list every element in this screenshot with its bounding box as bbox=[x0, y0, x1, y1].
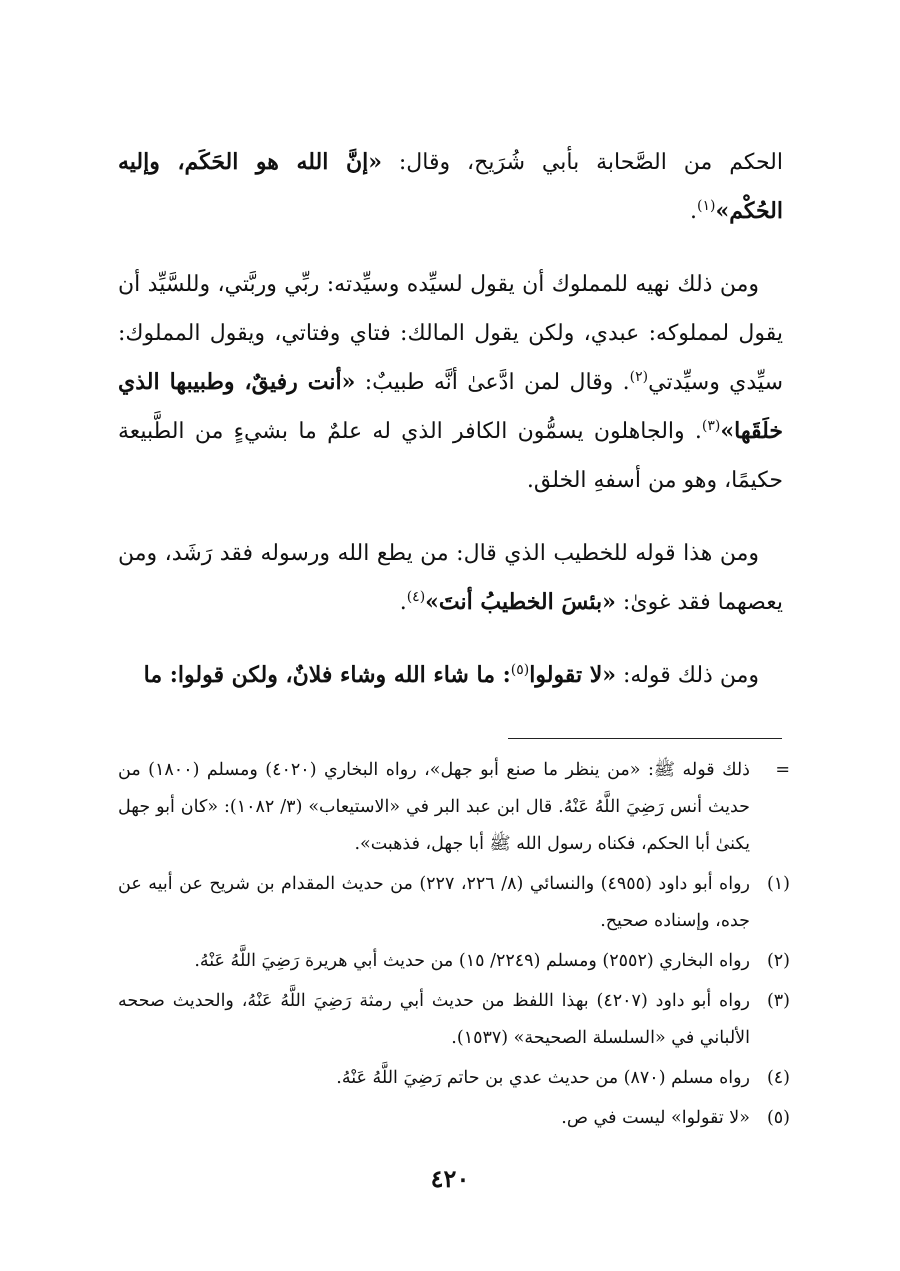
footnote-text: رواه مسلم (٨٧٠) من حديث عدي بن حاتم رَضِيَ اللَّهُ عَنْهُ. bbox=[336, 1068, 750, 1088]
footnote-marker: = bbox=[775, 760, 790, 780]
footnote-marker: (٥) bbox=[766, 1108, 790, 1128]
p1-text: الحكم من الصَّحابة بأبي شُرَيح، وقال: bbox=[381, 150, 783, 175]
footnote-text: «لا تقولوا» ليست في ص. bbox=[561, 1108, 750, 1128]
p1-end: . bbox=[689, 199, 697, 224]
paragraph-2 bbox=[118, 260, 783, 505]
footnote-4 bbox=[118, 1060, 790, 1097]
footnote-marker: (١) bbox=[766, 874, 790, 894]
p2-text-a: ومن ذلك نهيه للمملوك أن يقول لسيِّده وسيِّدته: ربِّي وربَّتي، وللسَّيِّد أن يقول لمملوكه: عبدي، ولكن يقول المالك: فتاي وفتاتي، ويقول المملوك: سيِّدي وسيِّدتي bbox=[118, 272, 784, 395]
footnote-ref-4[interactable]: (٤) bbox=[406, 589, 426, 605]
footnote-text: رواه أبو داود (٤٩٥٥) والنسائي (٨/ ٢٢٦، ٢٢٧) من حديث المقدام بن شريح عن أبيه عن جده، وإسناده صحيح. bbox=[118, 874, 750, 931]
footnote-1 bbox=[118, 866, 790, 940]
footnote-ref-3[interactable]: (٣) bbox=[701, 418, 721, 434]
p2-text-b: . وقال لمن ادَّعىٰ أنَّه طبيبٌ: bbox=[355, 370, 630, 395]
p4-quote-b: : ما شاء الله وشاء فلانٌ، ولكن قولوا: ما bbox=[143, 662, 511, 688]
p4-quote-a: «لا تقولوا bbox=[529, 662, 617, 688]
footnote-5 bbox=[118, 1100, 790, 1137]
p1-quote: «إنَّ الله هو الحَكَم، وإليه الحُكْم» bbox=[118, 149, 783, 224]
footnote-text: ذلك قوله ﷺ: «من ينظر ما صنع أبو جهل»، رواه البخاري (٤٠٢٠) ومسلم (١٨٠٠) من حديث أنس رَضِيَ اللَّهُ عَنْهُ. قال ابن عبد البر في «الاستيعاب» (٣/ ١٠٨٢): «كان أبو جهل يكنىٰ أبا الحكم، فكناه رسول الله ﷺ أبا جهل، فذهبت». bbox=[118, 760, 750, 854]
p3-text: ومن هذا قوله للخطيب الذي قال: من يطع الله ورسوله فقد رَشَد، ومن يعصهما فقد غوىٰ: bbox=[118, 541, 783, 615]
footnote-marker: (٤) bbox=[766, 1068, 790, 1088]
footnote-marker: (٣) bbox=[766, 991, 790, 1011]
footnote-divider bbox=[508, 738, 782, 739]
paragraph-3 bbox=[118, 529, 783, 627]
footnote-ref-2[interactable]: (٢) bbox=[629, 369, 649, 385]
p3-quote: «بئسَ الخطيبُ أنتَ» bbox=[425, 589, 616, 615]
page-number: ٤٢٠ bbox=[430, 1164, 470, 1193]
main-text bbox=[118, 138, 783, 724]
p2-quote: «أنت رفيقٌ، وطبيبها الذي خلَقَها» bbox=[118, 369, 783, 444]
footnote-3 bbox=[118, 983, 790, 1057]
p2-text-d: . والجاهلون يسمُّون الكافر الذي له علمٌ ما بشيءٍ من الطَّبيعة حكيمًا، وهو من أسفهِ الخلق. bbox=[118, 419, 783, 493]
footnotes bbox=[118, 752, 790, 1140]
p4-text: ومن ذلك قوله: bbox=[616, 663, 759, 688]
footnote-2 bbox=[118, 943, 790, 980]
footnote-text: رواه أبو داود (٤٢٠٧) بهذا اللفظ من حديث أبي رمثة رَضِيَ اللَّهُ عَنْهُ، والحديث صححه الألباني في «السلسلة الصحيحة» (١٥٣٧). bbox=[118, 991, 750, 1048]
footnote-marker: (٢) bbox=[766, 951, 790, 971]
footnote-text: رواه البخاري (٢٥٥٢) ومسلم (٢٢٤٩/ ١٥) من حديث أبي هريرة رَضِيَ اللَّهُ عَنْهُ. bbox=[194, 951, 750, 971]
footnote-continued bbox=[118, 752, 790, 863]
paragraph-1 bbox=[118, 138, 783, 236]
paragraph-4 bbox=[118, 651, 783, 700]
footnote-ref-5[interactable]: (٥) bbox=[510, 662, 530, 678]
footnote-ref-1[interactable]: (١) bbox=[696, 198, 716, 214]
p3-end: . bbox=[399, 590, 407, 615]
